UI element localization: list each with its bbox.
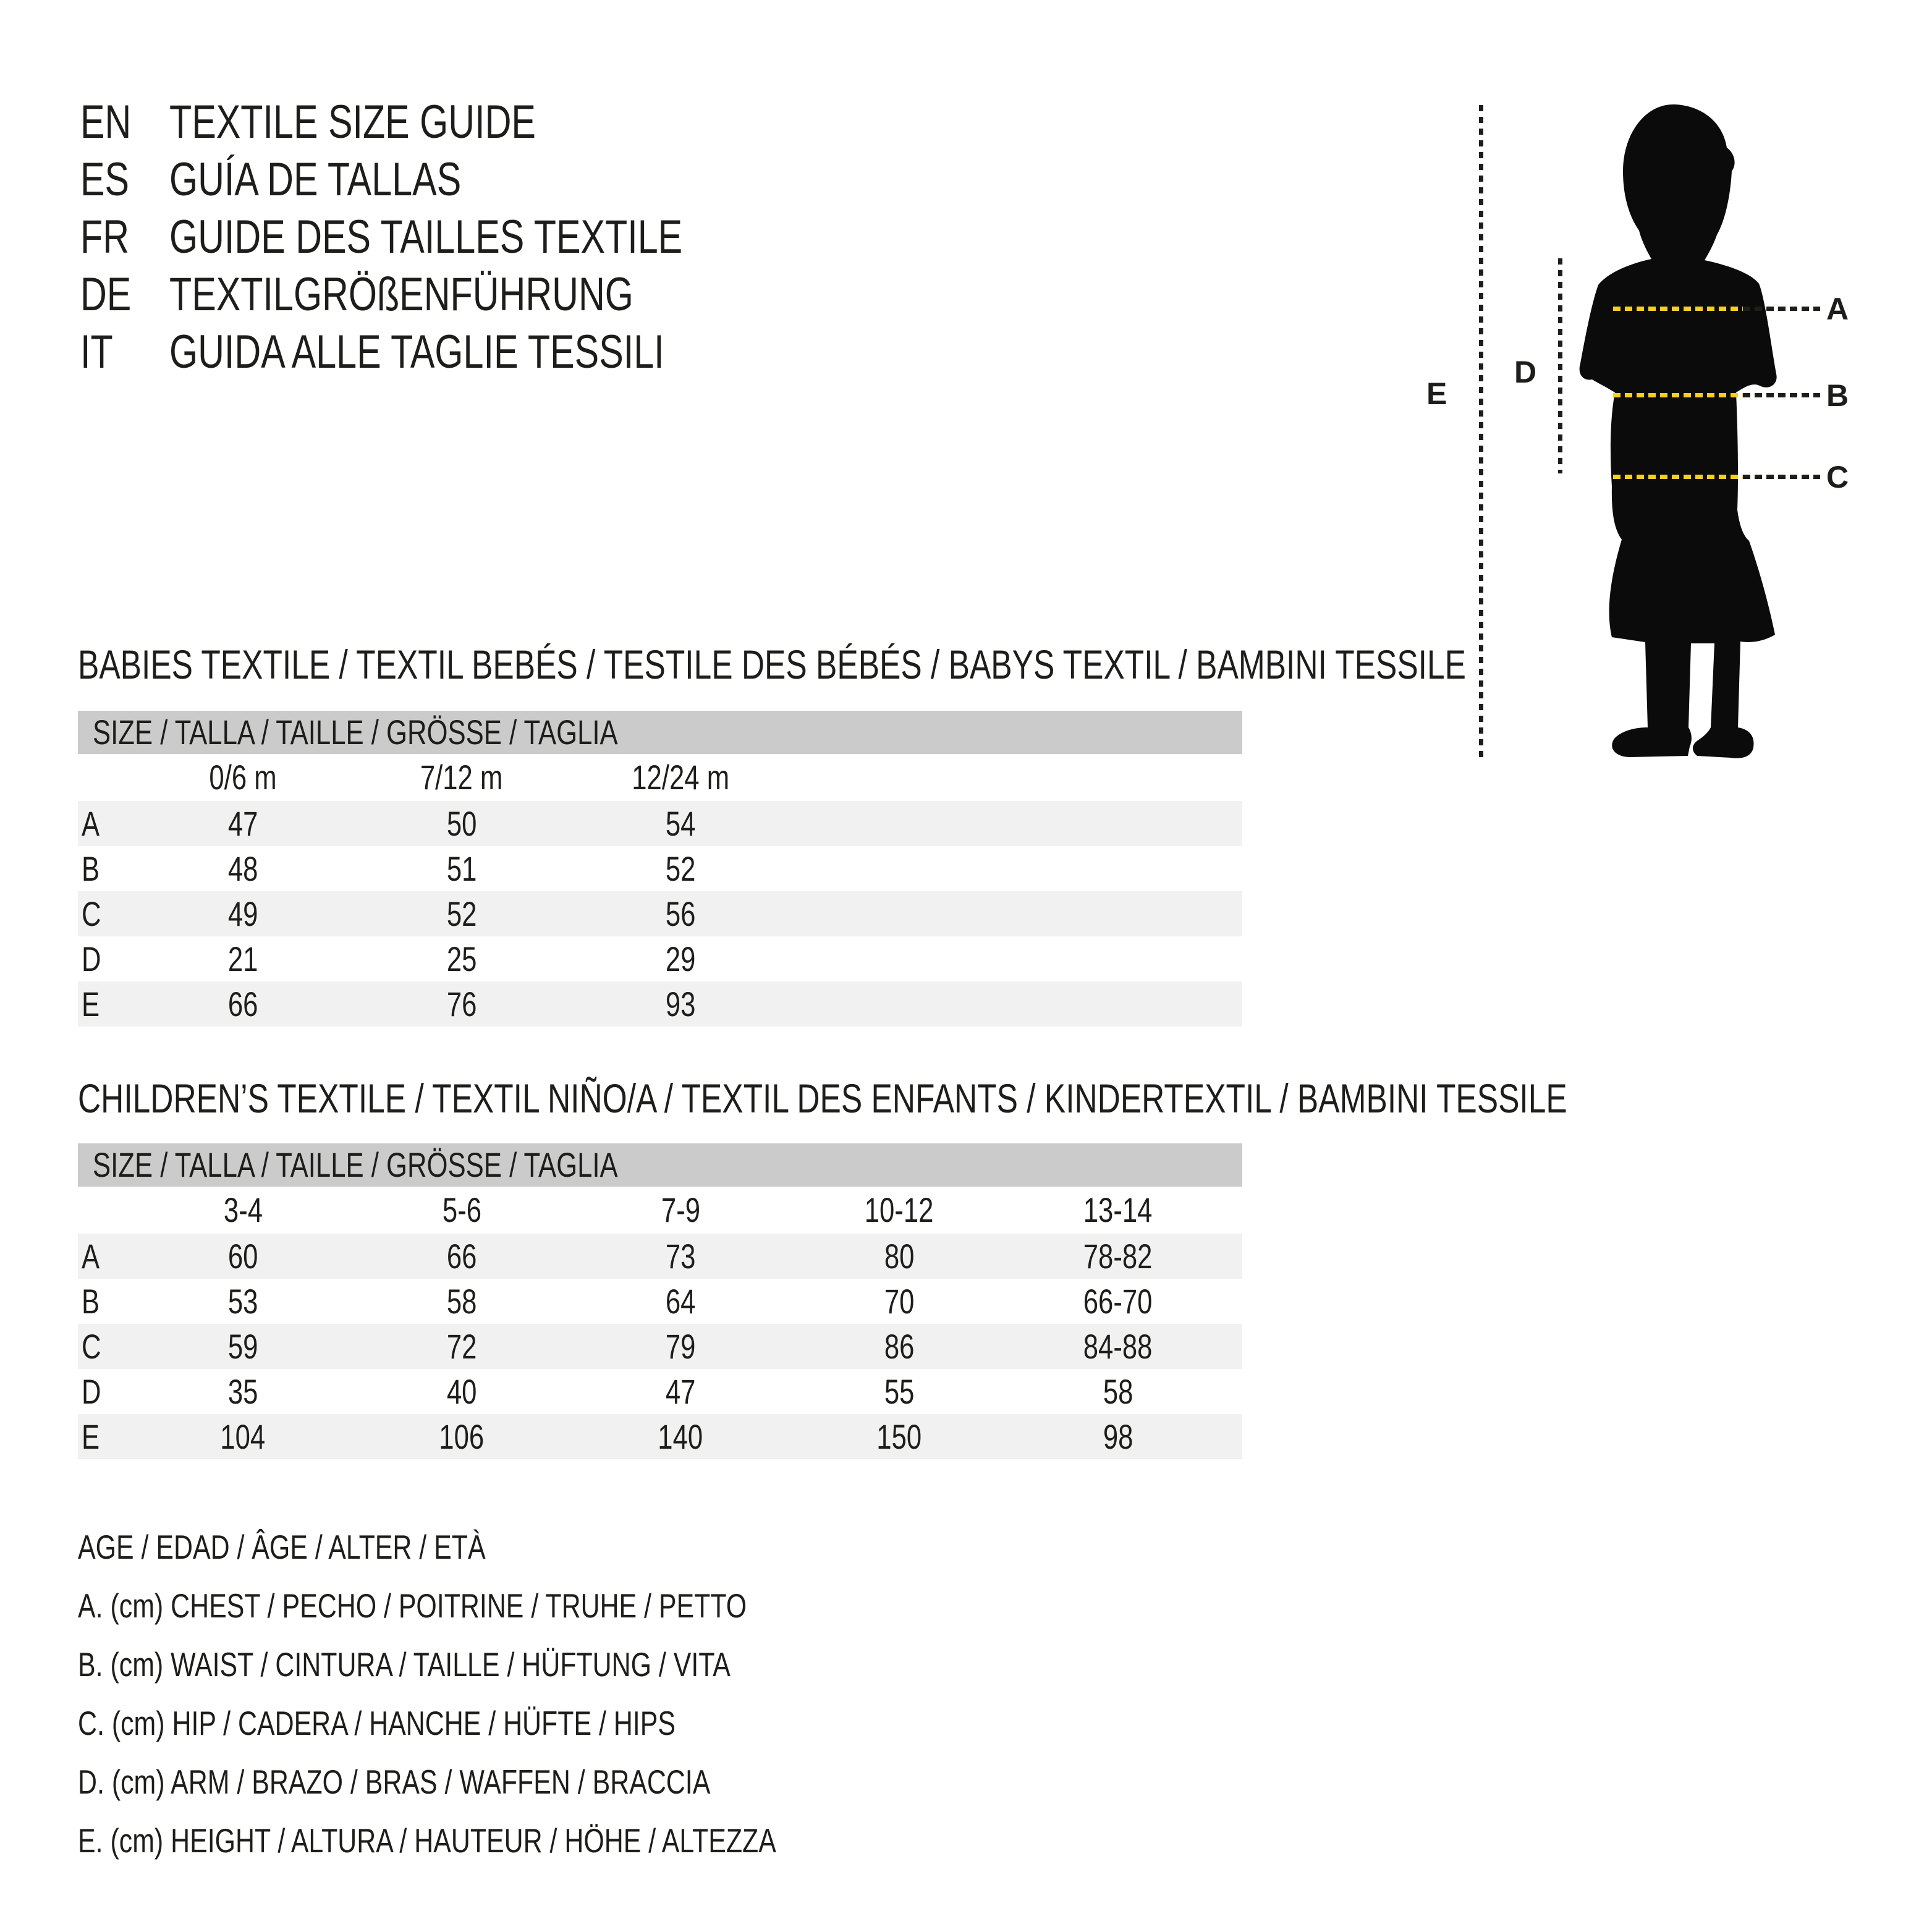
table-cell: 52: [665, 849, 696, 888]
table-cell: 53: [227, 1281, 258, 1321]
row-label: A: [82, 1236, 100, 1276]
row-label: D: [82, 1371, 101, 1411]
table-cell: 76: [446, 984, 477, 1023]
table-cell: 150: [876, 1417, 922, 1456]
table-cell: 66: [227, 984, 258, 1023]
table-cell: 47: [227, 803, 258, 843]
column-header: 5-6: [442, 1190, 481, 1229]
row-label: D: [82, 939, 101, 978]
table-cell: 66: [446, 1236, 477, 1276]
children-section-heading: CHILDREN’S TEXTILE / TEXTIL NIÑO/A / TEXTIL DES ENFANTS / KINDERTEXTIL / BAMBINI TESSILE: [78, 1075, 1567, 1121]
language-code: ES: [80, 153, 130, 206]
children-size-table: [78, 1187, 1242, 1459]
table-cell: 106: [439, 1417, 485, 1456]
row-label: A: [82, 803, 100, 843]
table-row: [78, 1414, 1242, 1459]
table-cell: 84-88: [1083, 1326, 1153, 1366]
legend-arm: D. (cm) ARM / BRAZO / BRAS / WAFFEN / BRACCIA: [78, 1763, 711, 1801]
table-cell: 79: [665, 1326, 696, 1366]
chest-measure-line: [1613, 307, 1743, 311]
babies-size-table: [78, 754, 1242, 1027]
column-header: 12/24 m: [632, 758, 729, 797]
table-row: [78, 801, 1242, 846]
hip-measure-line: [1613, 475, 1743, 479]
table-cell: 104: [220, 1417, 266, 1456]
table-row: [78, 1279, 1242, 1324]
table-cell: 21: [227, 939, 258, 978]
table-cell: 73: [665, 1236, 696, 1276]
language-row-fr: [80, 211, 827, 269]
language-title: TEXTILGRÖßENFÜHRUNG: [169, 268, 633, 321]
language-row-es: [80, 153, 543, 212]
language-row-de: [80, 268, 765, 327]
legend-height: E. (cm) HEIGHT / ALTURA / HAUTEUR / HÖHE / ALTEZZA: [78, 1821, 776, 1860]
language-code: DE: [80, 268, 132, 321]
legend-age: AGE / EDAD / ÂGE / ALTER / ETÀ: [78, 1528, 486, 1566]
language-title: TEXTILE SIZE GUIDE: [169, 96, 536, 148]
table-cell: 140: [658, 1417, 703, 1456]
table-cell: 80: [884, 1236, 915, 1276]
table-cell: 40: [446, 1371, 477, 1411]
table-cell: 58: [446, 1281, 477, 1321]
babies-section-heading: BABIES TEXTILE / TEXTIL BEBÉS / TESTILE DES BÉBÉS / BABYS TEXTIL / BAMBINI TESSILE: [78, 642, 1466, 687]
row-label: C: [82, 1326, 101, 1366]
language-code: IT: [80, 326, 113, 378]
table-cell: 66-70: [1083, 1281, 1153, 1321]
table-header-row: [78, 754, 1242, 801]
column-header: 7-9: [661, 1190, 700, 1229]
column-header: 13-14: [1083, 1190, 1153, 1229]
column-header: 3-4: [223, 1190, 263, 1229]
table-cell: 93: [665, 984, 696, 1023]
row-label: E: [82, 984, 100, 1023]
table-cell: 29: [665, 939, 696, 978]
table-row: [78, 846, 1242, 891]
hip-measure-leader-line: [1743, 475, 1820, 479]
children-size-header-bar: SIZE / TALLA / TAILLE / GRÖSSE / TAGLIA: [78, 1143, 1242, 1187]
table-cell: 48: [227, 849, 258, 888]
table-cell: 58: [1103, 1371, 1133, 1411]
table-row: [78, 981, 1242, 1027]
row-label: E: [82, 1417, 100, 1456]
table-cell: 98: [1103, 1417, 1133, 1456]
marker-label-arm: D: [1514, 355, 1537, 389]
marker-label-hip: C: [1826, 460, 1849, 494]
row-label: C: [82, 894, 101, 933]
language-title: GUIDE DES TAILLES TEXTILE: [169, 211, 683, 263]
marker-label-height: E: [1426, 376, 1447, 411]
table-row: [78, 1324, 1242, 1369]
table-cell: 56: [665, 894, 696, 933]
table-cell: 70: [884, 1281, 915, 1321]
language-title: GUÍA DE TALLAS: [169, 153, 462, 206]
table-row: [78, 891, 1242, 936]
language-code: FR: [80, 211, 130, 263]
table-cell: 72: [446, 1326, 477, 1366]
table-cell: 50: [446, 803, 477, 843]
table-cell: 49: [227, 894, 258, 933]
row-label: B: [82, 849, 100, 888]
table-cell: 64: [665, 1281, 696, 1321]
table-header-row: [78, 1187, 1242, 1234]
table-cell: 78-82: [1083, 1236, 1153, 1276]
legend-chest: A. (cm) CHEST / PECHO / POITRINE / TRUHE / PETTO: [78, 1587, 747, 1625]
language-title: GUIDA ALLE TAGLIE TESSILI: [169, 326, 664, 378]
legend-hip: C. (cm) HIP / CADERA / HANCHE / HÜFTE / HIPS: [78, 1704, 676, 1742]
chest-measure-leader-line: [1743, 307, 1820, 311]
table-row: [78, 1369, 1242, 1414]
table-row: [78, 1234, 1242, 1279]
legend-waist: B. (cm) WAIST / CINTURA / TAILLE / HÜFTUNG / VITA: [78, 1645, 731, 1684]
language-row-en: [80, 96, 639, 155]
table-cell: 52: [446, 894, 477, 933]
table-cell: 25: [446, 939, 477, 978]
marker-label-chest: A: [1826, 292, 1849, 326]
table-cell: 60: [227, 1236, 258, 1276]
column-header: 7/12 m: [420, 758, 503, 797]
language-code: EN: [80, 96, 132, 148]
table-cell: 59: [227, 1326, 258, 1366]
babies-size-header-bar: SIZE / TALLA / TAILLE / GRÖSSE / TAGLIA: [78, 711, 1242, 754]
table-cell: 54: [665, 803, 696, 843]
table-cell: 55: [884, 1371, 915, 1411]
table-cell: 35: [227, 1371, 258, 1411]
marker-label-waist: B: [1826, 378, 1849, 413]
row-label: B: [82, 1281, 100, 1321]
waist-measure-line: [1613, 393, 1743, 397]
table-cell: 51: [446, 849, 477, 888]
arm-measure-dotted-line: [1558, 258, 1562, 473]
language-row-it: [80, 326, 803, 384]
table-row: [78, 936, 1242, 981]
table-cell: 86: [884, 1326, 915, 1366]
waist-measure-leader-line: [1743, 393, 1820, 397]
table-cell: 47: [665, 1371, 696, 1411]
column-header: 10-12: [865, 1190, 934, 1229]
column-header: 0/6 m: [209, 758, 277, 797]
